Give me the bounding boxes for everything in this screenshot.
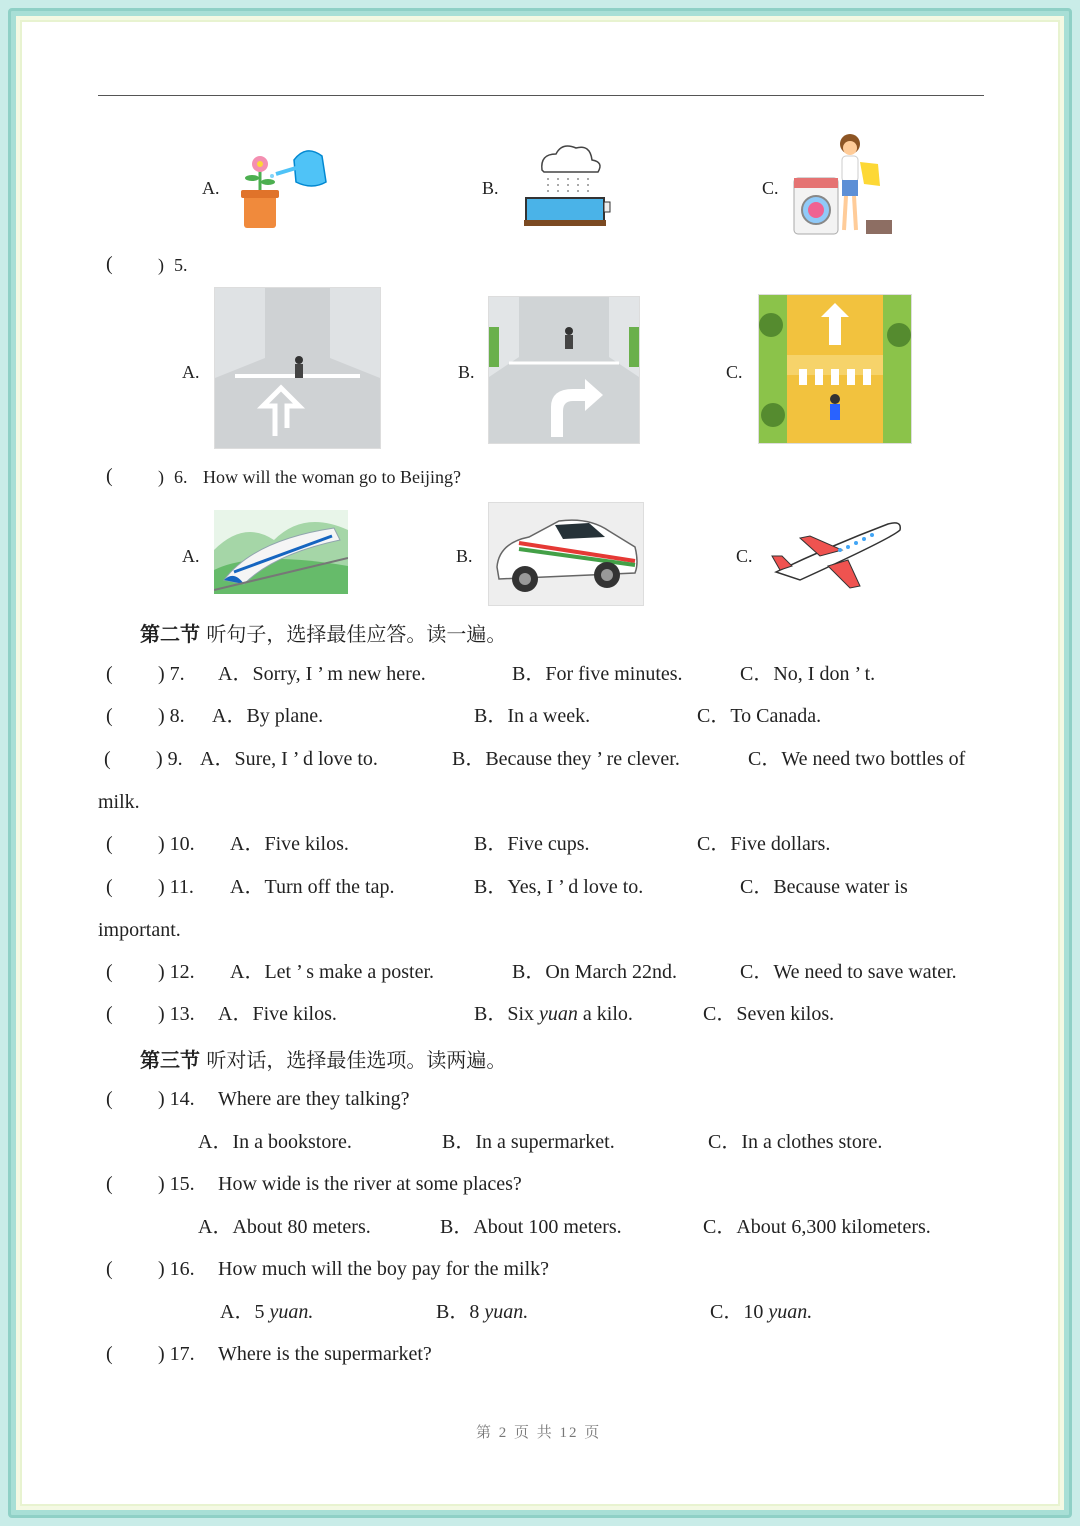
- q10-option-c: C．Five dollars.: [697, 833, 831, 855]
- q6-close: ): [158, 467, 164, 487]
- q12-option-b: B．On March 22nd.: [512, 961, 677, 983]
- q16-option-a-unit: yuan.: [269, 1301, 314, 1323]
- q15-paren: (: [106, 1173, 113, 1195]
- q8-number: ) 8.: [158, 705, 185, 727]
- section-3-instructions: 听对话，选择最佳选项。读两遍。: [206, 1048, 507, 1072]
- road-straight-picture: [758, 294, 912, 444]
- watering-flower-picture: [232, 138, 332, 232]
- q6-paren: (: [106, 465, 113, 487]
- section-3-label: 第三节: [140, 1048, 200, 1072]
- q14-option-c: C．In a clothes store.: [708, 1131, 883, 1153]
- q6-number: 6.: [174, 467, 188, 487]
- q16-option-a: [220, 1300, 313, 1324]
- q8-paren: (: [106, 705, 113, 727]
- q6-question: How will the woman go to Beijing?: [203, 467, 461, 487]
- q4-option-a-label: A.: [202, 178, 220, 198]
- q9-option-c-continued: milk.: [98, 791, 140, 813]
- q16-option-c: [710, 1300, 812, 1324]
- q8-option-a: A．By plane.: [212, 705, 324, 727]
- q13-option-c: C．Seven kilos.: [703, 1003, 835, 1025]
- q5-option-c-label: C.: [726, 362, 743, 382]
- q9-option-b: B．Because they ’ re clever.: [452, 748, 680, 770]
- q11-option-c-continued: important.: [98, 919, 181, 941]
- q14-number: ) 14.: [158, 1088, 195, 1110]
- q17-number: ) 17.: [158, 1343, 195, 1365]
- q13-paren: (: [106, 1003, 113, 1025]
- q9-option-c: C．We need two bottles of: [748, 748, 966, 770]
- q11-option-c: C．Because water is: [740, 876, 908, 898]
- q7-option-a: A．Sorry, I ’ m new here.: [218, 663, 426, 685]
- q5-close: ): [158, 255, 164, 275]
- section-2-instructions: 听句子，选择最佳应答。读一遍。: [206, 622, 507, 646]
- q9-paren: (: [104, 748, 111, 770]
- section-3-title: [140, 1044, 506, 1073]
- q11-option-a: A．Turn off the tap.: [230, 876, 395, 898]
- q11-number: ) 11.: [158, 876, 194, 898]
- plane-picture: [770, 516, 904, 596]
- q10-option-a: A．Five kilos.: [230, 833, 349, 855]
- q16-number: ) 16.: [158, 1258, 195, 1280]
- q7-number: ) 7.: [158, 663, 185, 685]
- q5-number: 5.: [174, 255, 188, 275]
- q6-option-b-label: B.: [456, 546, 473, 566]
- q9-option-a: A．Sure, I ’ d love to.: [200, 748, 378, 770]
- q16-option-b-unit: yuan.: [484, 1301, 529, 1323]
- laundry-girl-picture: [792, 132, 896, 238]
- q14-paren: (: [106, 1088, 113, 1110]
- q16-question: How much will the boy pay for the milk?: [218, 1258, 550, 1280]
- q6-option-a-label: A.: [182, 546, 200, 566]
- q16-option-c-unit: yuan.: [768, 1301, 813, 1323]
- q15-option-c: C．About 6,300 kilometers.: [703, 1216, 931, 1238]
- q12-option-a: A．Let ’ s make a poster.: [230, 961, 435, 983]
- q16-paren: (: [106, 1258, 113, 1280]
- page-number-footer: 第 2 页 共 12 页: [476, 1425, 602, 1441]
- q14-option-a: A．In a bookstore.: [198, 1131, 352, 1153]
- road-right-turn-picture: [488, 296, 640, 444]
- q17-paren: (: [106, 1343, 113, 1365]
- q7-paren: (: [106, 663, 113, 685]
- q8-option-c: C．To Canada.: [697, 705, 822, 727]
- q11-option-b: B．Yes, I ’ d love to.: [474, 876, 644, 898]
- rain-tank-picture: [520, 140, 612, 228]
- section-2-label: 第二节: [140, 622, 200, 646]
- q15-question: How wide is the river at some places?: [218, 1173, 522, 1195]
- q10-option-b: B．Five cups.: [474, 833, 590, 855]
- q4-option-b-label: B.: [482, 178, 499, 198]
- q8-option-b: B．In a week.: [474, 705, 591, 727]
- q7-option-c: C．No, I don ’ t.: [740, 663, 876, 685]
- q15-number: ) 15.: [158, 1173, 195, 1195]
- q10-number: ) 10.: [158, 833, 195, 855]
- q15-option-b: B．About 100 meters.: [440, 1216, 622, 1238]
- q4-option-c-label: C.: [762, 178, 779, 198]
- q13-option-b-text: B．Six: [474, 1003, 540, 1025]
- q13-option-b-tail: a kilo.: [577, 1003, 633, 1025]
- car-picture: [488, 502, 644, 606]
- q17-question: Where is the supermarket?: [218, 1343, 432, 1365]
- q16-option-b: [436, 1300, 528, 1324]
- q13-option-a: A．Five kilos.: [218, 1003, 337, 1025]
- q7-option-b: B．For five minutes.: [512, 663, 683, 685]
- q6-option-c-label: C.: [736, 546, 753, 566]
- q15-option-a: A．About 80 meters.: [198, 1216, 371, 1238]
- q12-paren: (: [106, 961, 113, 983]
- q11-paren: (: [106, 876, 113, 898]
- q13-option-b-unit: yuan: [539, 1003, 578, 1025]
- q5-option-a-label: A.: [182, 362, 200, 382]
- q14-option-b: B．In a supermarket.: [442, 1131, 615, 1153]
- q16-option-c-text: C．10: [710, 1301, 769, 1323]
- q12-option-c: C．We need to save water.: [740, 961, 957, 983]
- road-left-turn-picture: [214, 287, 381, 449]
- section-2-title: [140, 618, 506, 647]
- q16-option-a-text: A．5: [220, 1301, 270, 1323]
- q13-number: ) 13.: [158, 1003, 195, 1025]
- q9-number: ) 9.: [156, 748, 183, 770]
- q5-option-b-label: B.: [458, 362, 475, 382]
- q14-question: Where are they talking?: [218, 1088, 410, 1110]
- train-picture: [214, 510, 348, 594]
- q5-paren: (: [106, 253, 113, 275]
- q10-paren: (: [106, 833, 113, 855]
- q16-option-b-text: B．8: [436, 1301, 485, 1323]
- q12-number: ) 12.: [158, 961, 195, 983]
- q13-option-b: [474, 1002, 633, 1026]
- header-rule: [98, 95, 984, 96]
